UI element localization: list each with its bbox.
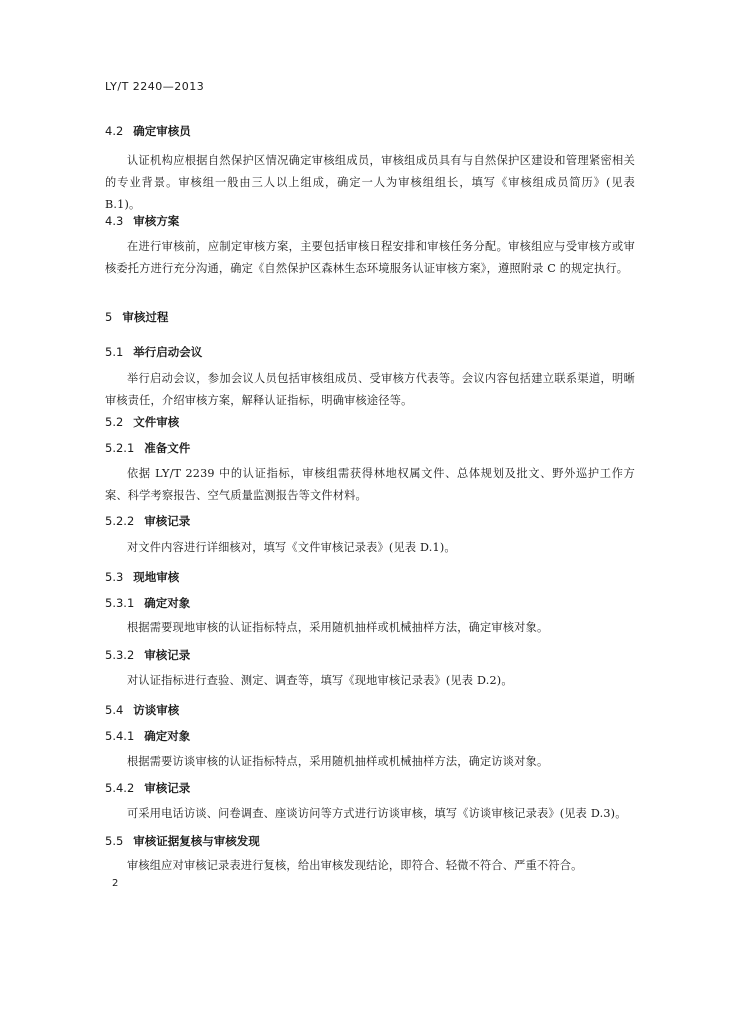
heading-title: 访谈审核 xyxy=(133,703,180,717)
heading-number: 5.3 xyxy=(105,570,124,584)
heading-number: 4.3 xyxy=(105,214,124,228)
heading-5-2-2 xyxy=(105,513,190,529)
heading-number: 5.5 xyxy=(105,834,124,848)
paragraph: 在进行审核前，应制定审核方案，主要包括审核日程安排和审核任务分配。审核组应与受审核方或审核委托方进行充分沟通，确定《自然保护区森林生态环境服务认证审核方案》，遵照附录 C 的规定执行。 xyxy=(105,240,635,275)
document-code: LY/T 2240—2013 xyxy=(105,80,205,93)
heading-5-5 xyxy=(105,833,260,849)
heading-number: 5.4 xyxy=(105,703,124,717)
heading-number: 5.3.2 xyxy=(105,648,135,662)
heading-title: 审核过程 xyxy=(122,310,169,324)
heading-number: 5 xyxy=(105,310,113,324)
heading-number: 5.4.2 xyxy=(105,781,135,795)
heading-4-2 xyxy=(105,123,191,139)
paragraph: 对文件内容进行详细核对，填写《文件审核记录表》(见表 D.1)。 xyxy=(127,541,456,554)
heading-4-3 xyxy=(105,213,179,229)
paragraph: 认证机构应根据自然保护区情况确定审核组成员，审核组成员具有与自然保护区建设和管理紧密相关的专业背景。审核组一般由三人以上组成，确定一人为审核组组长，填写《审核组成员简历》(见表 B.1)。 xyxy=(105,154,635,211)
heading-title: 审核记录 xyxy=(144,781,191,795)
heading-title: 审核记录 xyxy=(144,648,191,662)
paragraph: 举行启动会议，参加会议人员包括审核组成员、受审核方代表等。会议内容包括建立联系渠道，明晰审核责任，介绍审核方案，解释认证指标，明确审核途径等。 xyxy=(105,372,635,407)
heading-title: 准备文件 xyxy=(144,441,191,455)
heading-number: 5.2 xyxy=(105,415,124,429)
heading-5-1 xyxy=(105,344,202,360)
paragraph: 可采用电话访谈、问卷调查、座谈访问等方式进行访谈审核，填写《访谈审核记录表》(见表 D.3)。 xyxy=(127,807,627,820)
paragraph: 审核组应对审核记录表进行复核，给出审核发现结论，即符合、轻微不符合、严重不符合。 xyxy=(127,859,583,872)
paragraph: 对认证指标进行查验、测定、调查等，填写《现地审核记录表》(见表 D.2)。 xyxy=(127,674,513,687)
heading-number: 5.2.1 xyxy=(105,441,135,455)
heading-5 xyxy=(105,309,168,325)
heading-5-4-1 xyxy=(105,728,190,744)
heading-number: 4.2 xyxy=(105,124,124,138)
heading-title: 确定对象 xyxy=(144,729,191,743)
paragraph: 依据 LY/T 2239 中的认证指标，审核组需获得林地权属文件、总体规划及批文、野外巡护工作方案、科学考察报告、空气质量监测报告等文件材料。 xyxy=(105,467,635,502)
heading-number: 5.2.2 xyxy=(105,514,135,528)
heading-5-3-2 xyxy=(105,647,190,663)
heading-title: 审核方案 xyxy=(133,214,180,228)
heading-5-2-1 xyxy=(105,440,190,456)
heading-title: 文件审核 xyxy=(133,415,180,429)
heading-5-4 xyxy=(105,702,179,718)
heading-number: 5.3.1 xyxy=(105,596,135,610)
paragraph: 根据需要现地审核的认证指标特点，采用随机抽样或机械抽样方法，确定审核对象。 xyxy=(127,621,549,634)
heading-number: 5.1 xyxy=(105,345,124,359)
heading-title: 审核证据复核与审核发现 xyxy=(133,834,260,848)
page-number: 2 xyxy=(112,878,119,889)
heading-number: 5.4.1 xyxy=(105,729,135,743)
heading-title: 现地审核 xyxy=(133,570,180,584)
heading-5-3 xyxy=(105,569,179,585)
heading-5-2 xyxy=(105,414,179,430)
heading-title: 举行启动会议 xyxy=(133,345,203,359)
heading-5-3-1 xyxy=(105,595,190,611)
heading-title: 审核记录 xyxy=(144,514,191,528)
paragraph: 根据需要访谈审核的认证指标特点，采用随机抽样或机械抽样方法，确定访谈对象。 xyxy=(127,755,549,768)
heading-title: 确定审核员 xyxy=(133,124,191,138)
heading-5-4-2 xyxy=(105,780,190,796)
heading-title: 确定对象 xyxy=(144,596,191,610)
